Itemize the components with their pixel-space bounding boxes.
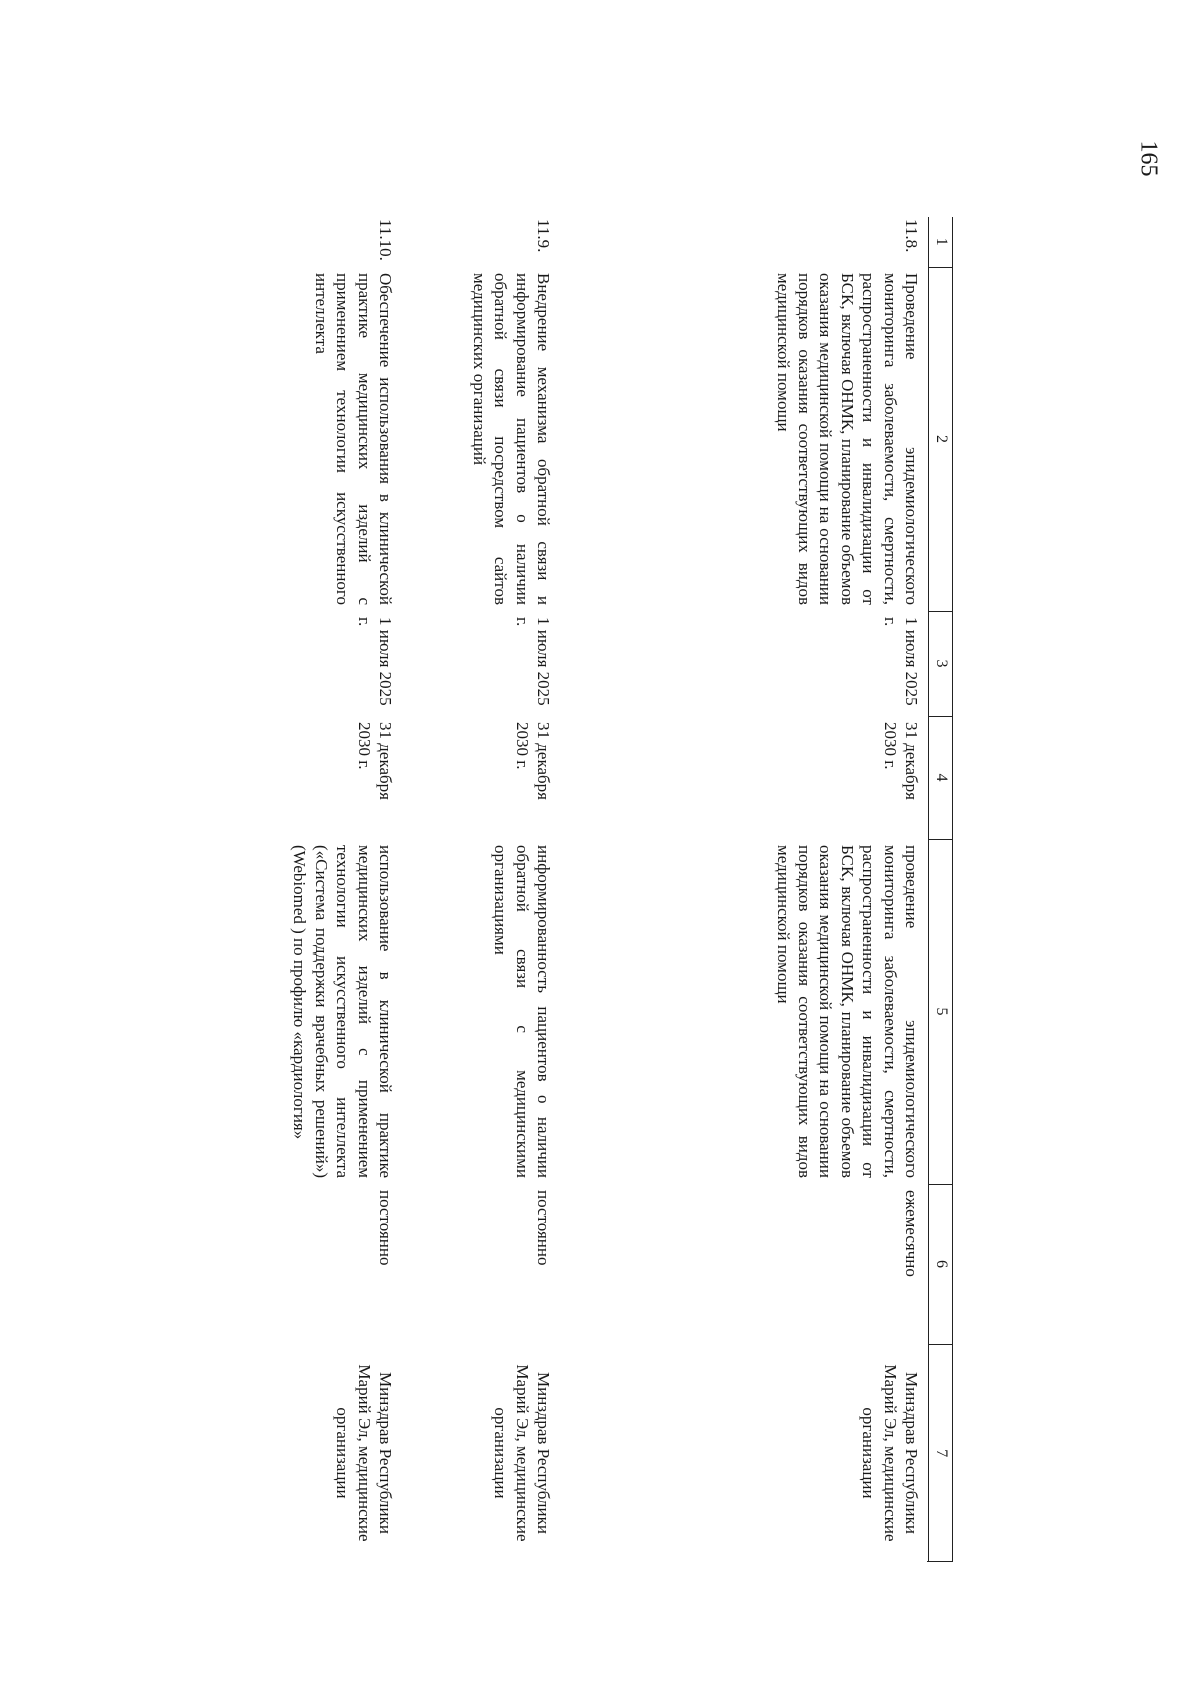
table-header-row bbox=[929, 217, 954, 1562]
frequency-cell: постоянно bbox=[534, 1190, 553, 1266]
table-right-rule bbox=[927, 1561, 953, 1563]
frequency-cell: ежемесячно bbox=[902, 1190, 921, 1277]
event-cell: Обеспечение использования в клинической практике медицинских изделий с применением технологии искусственного интеллекта bbox=[311, 273, 395, 605]
end-date-cell: 31 декабря 2030 г. bbox=[512, 722, 553, 800]
table-row bbox=[402, 217, 560, 1562]
start-date-cell: 1 июля 2025 г. bbox=[354, 617, 395, 706]
responsible-cell: Минздрав Республики Марий Эл, медицинские организации bbox=[491, 1364, 553, 1542]
measures-table bbox=[136, 217, 953, 1562]
table-row bbox=[560, 217, 929, 1562]
column-header-3: 3 bbox=[929, 611, 954, 716]
result-cell: использование в клинической практике медицинских изделий с применением технологии искусственного интеллекта («Система поддержки врачебных решений») (Webiomed ) по профилю «кардиология» bbox=[290, 845, 395, 1178]
column-header-4: 4 bbox=[929, 716, 954, 839]
row-number: 11.10. bbox=[376, 219, 395, 261]
end-date-cell: 31 декабря 2030 г. bbox=[354, 722, 395, 800]
column-header-2: 2 bbox=[929, 267, 954, 611]
start-date-cell: 1 июля 2025 г. bbox=[512, 617, 553, 706]
table-row bbox=[136, 217, 402, 1562]
page-number: 165 bbox=[1135, 140, 1162, 177]
result-cell: информированность пациентов о наличии обратной связи с медицинскими организациями bbox=[491, 845, 553, 1178]
column-header-5: 5 bbox=[929, 839, 954, 1184]
event-cell: Проведение эпидемиологического мониторинга заболеваемости, смертности, распространенности и инвалидизации от БСК, включая ОНМК, планирование объемов оказания медицинской помощи на основании порядков оказания соответствующих видов медицинской помощи bbox=[773, 273, 921, 605]
row-number: 11.9. bbox=[534, 219, 553, 253]
result-cell: проведение эпидемиологического мониторинга заболеваемости, смертности, распространенности и инвалидизации от БСК, включая ОНМК, планирование объемов оказания медицинской помощи на основании порядков оказания соответствующих видов медицинской помощи bbox=[773, 845, 921, 1178]
responsible-cell: Минздрав Республики Марий Эл, медицинские организации bbox=[859, 1364, 921, 1542]
rotated-table-container bbox=[118, 217, 953, 1562]
end-date-cell: 31 декабря 2030 г. bbox=[880, 722, 921, 800]
column-header-7: 7 bbox=[929, 1344, 954, 1562]
responsible-cell: Минздрав Республики Марий Эл, медицинские организации bbox=[333, 1364, 395, 1542]
frequency-cell: постоянно bbox=[376, 1190, 395, 1266]
column-header-1: 1 bbox=[929, 217, 954, 267]
event-cell: Внедрение механизма обратной связи и информирование пациентов о наличии обратной связи посредством сайтов медицинских организаций bbox=[469, 273, 553, 605]
column-header-6: 6 bbox=[929, 1184, 954, 1344]
row-number: 11.8. bbox=[902, 219, 921, 253]
start-date-cell: 1 июля 2025 г. bbox=[880, 617, 921, 706]
